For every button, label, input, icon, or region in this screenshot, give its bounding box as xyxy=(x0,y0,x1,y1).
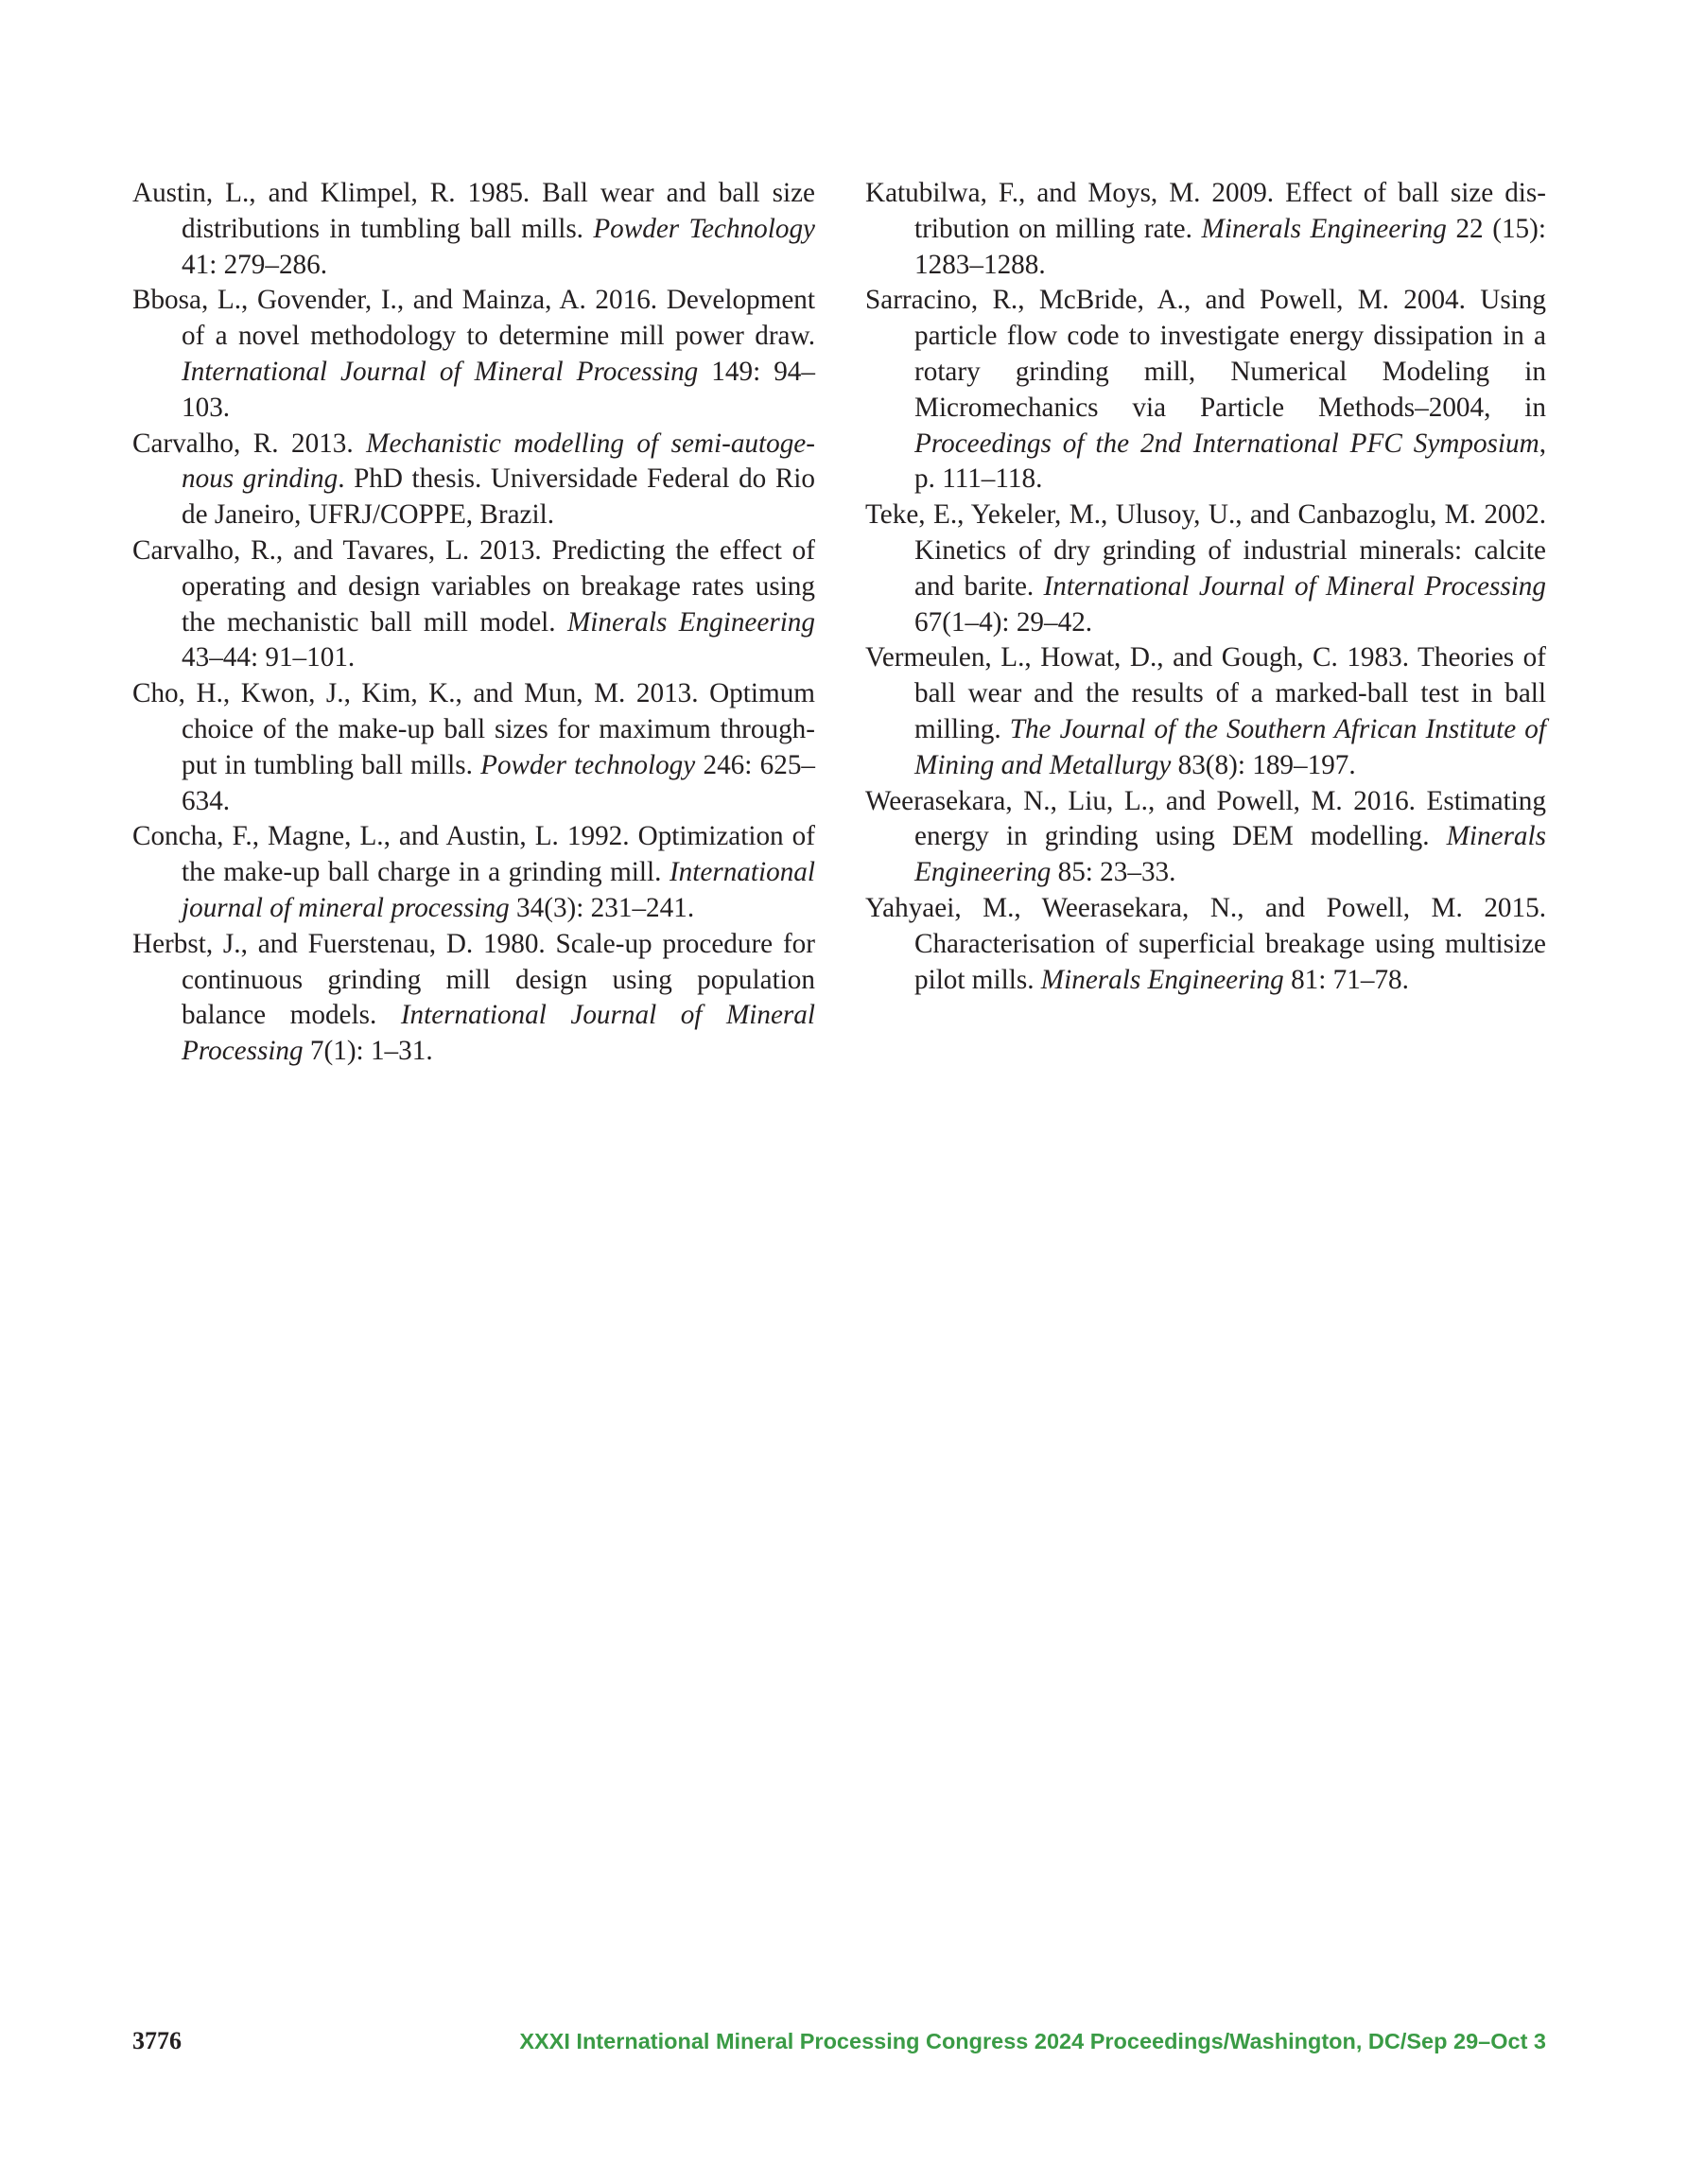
reference-entry xyxy=(132,676,815,819)
reference-entry xyxy=(865,784,1546,891)
running-title: XXXI International Mineral Processing Congress 2024 Proceedings/Washington, DC/Sep 29–Oct 3 xyxy=(519,2029,1546,2053)
reference-details: . PhD thesis. Universidade Federal do Rio de Janeiro, UFRJ/COPPE, Brazil. xyxy=(182,463,815,531)
reference-details: , p. 111–118. xyxy=(914,428,1546,495)
reference-details: 43–44: 91–101. xyxy=(182,642,356,673)
reference-text: Teke, E., Yekeler, M., Ulusoy, U., and Canbazoglu, M. 2002. Kinetics of dry grinding of industrial minerals: calcite and barite. xyxy=(865,499,1546,602)
reference-details: 22 (15): 1283–1288. xyxy=(914,213,1546,280)
reference-text: Carvalho, R. 2013. xyxy=(132,428,367,459)
reference-entry xyxy=(865,498,1546,640)
page-number: 3776 xyxy=(132,2027,182,2054)
reference-text: Cho, H., Kwon, J., Kim, K., and Mun, M. 2013. Optimum choice of the make-up ball sizes for maximum throughput in tumbling ball mills. xyxy=(132,678,815,780)
reference-source: Minerals Engineering xyxy=(566,606,815,638)
reference-details: 246: 625–634. xyxy=(182,749,816,816)
reference-text: Concha, F., Magne, L., and Austin, L. 1992. Optimization of the make-up ball charge in a grinding mill. xyxy=(132,821,815,888)
reference-text: Carvalho, R., and Tavares, L. 2013. Predicting the effect of operating and design variables on breakage rates using the mechanistic ball mill model. xyxy=(132,534,815,638)
reference-source: International journal of mineral processing xyxy=(182,857,815,923)
reference-source: The Journal of the Southern African Institute of Mining and Metallurgy xyxy=(914,713,1547,780)
reference-entry xyxy=(865,283,1546,498)
reference-entry xyxy=(132,533,815,676)
references-column-left xyxy=(132,176,815,1070)
reference-text: Vermeulen, L., Howat, D., and Gough, C. 1983. Theories of ball wear and the results of a marked-ball test in ball milling. xyxy=(865,642,1546,744)
reference-source: International Journal of Mineral Processing xyxy=(182,1000,815,1067)
reference-details: 41: 279–286. xyxy=(182,249,328,280)
reference-entry xyxy=(132,176,815,283)
reference-entry xyxy=(132,427,815,533)
reference-details: 7(1): 1–31. xyxy=(303,1036,433,1067)
reference-entry xyxy=(865,640,1546,783)
reference-entry xyxy=(865,891,1546,998)
reference-entry xyxy=(132,819,815,926)
reference-text: Herbst, J., and Fuerstenau, D. 1980. Scale-up procedure for continuous grinding mill design using population balance models. xyxy=(132,928,815,1031)
reference-details: 83(8): 189–197. xyxy=(1171,749,1356,780)
reference-source: Proceedings of the 2nd International PFC Symposium xyxy=(914,428,1539,459)
reference-source: Minerals Engineering xyxy=(1201,213,1447,244)
reference-text: Sarracino, R., McBride, A., and Powell, M. 2004. Using particle flow code to investigate energy dissipation in a rotary grinding mill, Numerical Modeling in Micromechanics via Particle Methods–2004, in xyxy=(865,285,1546,423)
reference-details: 81: 71–78. xyxy=(1283,964,1409,995)
reference-text: Katubilwa, F., and Moys, M. 2009. Effect of ball size distribution on milling rate. xyxy=(865,178,1546,244)
reference-source: International Journal of Mineral Processing xyxy=(1043,570,1546,602)
reference-source: International Journal of Mineral Processing xyxy=(182,356,699,387)
reference-text: Weerasekara, N., Liu, L., and Powell, M. 2016. Estimating energy in grinding using DEM modelling. xyxy=(865,785,1546,852)
reference-source: Powder technology xyxy=(480,749,696,780)
reference-entry xyxy=(865,176,1546,283)
reference-text: Bbosa, L., Govender, I., and Mainza, A. 2016. Development of a novel methodology to determine mill power draw. xyxy=(132,285,815,352)
reference-text: Austin, L., and Klimpel, R. 1985. Ball wear and ball size distributions in tumbling ball mills. xyxy=(132,178,815,244)
reference-source: Minerals Engineering xyxy=(1040,964,1284,995)
reference-entry xyxy=(132,283,815,426)
reference-text: Yahyaei, M., Weerasekara, N., and Powell, M. 2015. Characterisation of superficial breakage using multisize pilot mills. xyxy=(865,892,1546,995)
reference-source: Powder Technology xyxy=(593,213,816,244)
page-footer xyxy=(132,2025,1546,2057)
reference-details: 149: 94–103. xyxy=(182,356,815,423)
reference-source: Minerals Engineering xyxy=(914,821,1546,888)
reference-details: 34(3): 231–241. xyxy=(509,892,695,923)
references-column-right xyxy=(865,176,1546,998)
reference-entry xyxy=(132,927,815,1070)
reference-details: 67(1–4): 29–42. xyxy=(914,606,1093,638)
reference-details: 85: 23–33. xyxy=(1051,857,1176,888)
reference-source: Mechanistic modelling of semi-autogenous grinding xyxy=(182,428,815,495)
